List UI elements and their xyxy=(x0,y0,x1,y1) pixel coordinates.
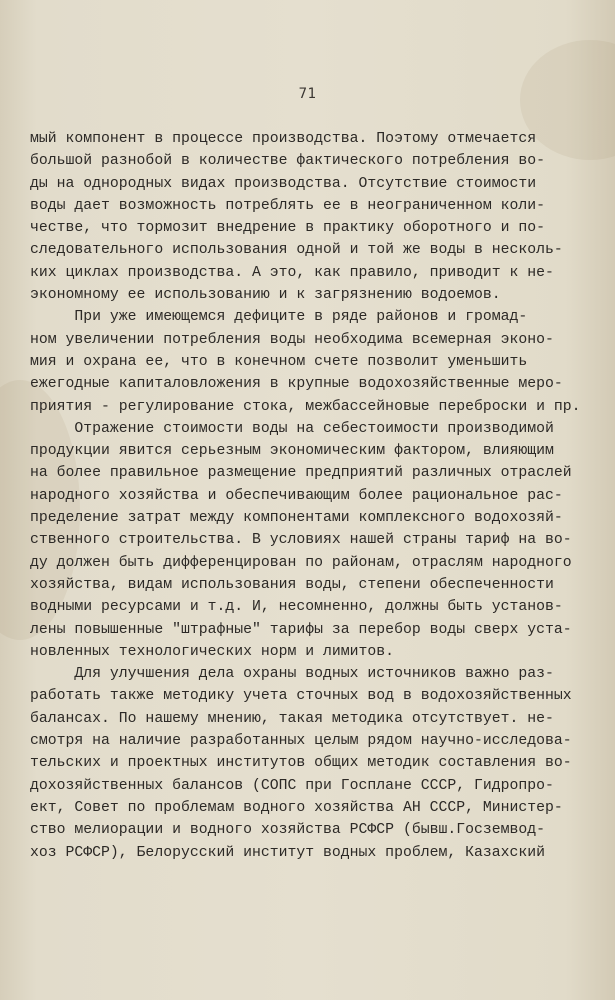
text-line: ду должен быть дифференцирован по районам, отраслям народного xyxy=(30,554,572,571)
text-line: балансах. По нашему мнению, такая методика отсутствует. не- xyxy=(30,710,554,727)
text-line: лены повышенные "штрафные" тарифы за перебор воды сверх уста- xyxy=(30,621,572,638)
text-line: водными ресурсами и т.д. И, несомненно, должны быть установ- xyxy=(30,599,563,616)
text-line: народного хозяйства и обеспечивающим более рациональное рас- xyxy=(30,487,563,504)
text-line: ды на однородных видах производства. Отсутствие стоимости xyxy=(30,175,537,192)
text-line: работать также методику учета сточных вод в водохозяйственных xyxy=(30,688,572,705)
text-line: ких циклах производства. А это, как правило, приводит к не- xyxy=(30,264,554,281)
text-line: ежегодные капиталовложения в крупные водохозяйственные меро- xyxy=(30,376,563,393)
text-line: Отражение стоимости воды на себестоимости производимой xyxy=(30,420,554,437)
text-line: на более правильное размещение предприятий различных отраслей xyxy=(30,465,572,482)
text-line: ект, Совет по проблемам водного хозяйства АН СССР, Министер- xyxy=(30,799,563,816)
text-line: пределение затрат между компонентами комплексного водохозяй- xyxy=(30,510,563,527)
text-line: хозяйства, видам использования воды, степени обеспеченности xyxy=(30,576,554,593)
text-line: ном увеличении потребления воды необходима всемерная эконо- xyxy=(30,331,554,348)
text-line: мия и охрана ее, что в конечном счете позволит уменьшить xyxy=(30,353,528,370)
text-line: большой разнобой в количестве фактического потребления во- xyxy=(30,153,546,170)
text-line: При уже имеющемся дефиците в ряде районов и громад- xyxy=(30,309,528,326)
text-line: воды дает возможность потреблять ее в неограниченном коли- xyxy=(30,197,546,214)
text-line: хоз РСФСР), Белорусский институт водных проблем, Казахский xyxy=(30,844,546,861)
text-line: приятия - регулирование стока, межбассейновые переброски и пр. xyxy=(30,398,581,415)
text-line: следовательного использования одной и той же воды в несколь- xyxy=(30,242,563,259)
text-line: ство мелиорации и водного хозяйства РСФСР (бывш.Госземвод- xyxy=(30,822,546,839)
text-line: экономному ее использованию и к загрязнению водоемов. xyxy=(30,287,501,304)
text-line: смотря на наличие разработанных целым рядом научно-исследова- xyxy=(30,733,572,750)
text-line: новленных технологических норм и лимитов. xyxy=(30,643,395,660)
text-line: дохозяйственных балансов (СОПС при Госплане СССР, Гидропро- xyxy=(30,777,554,794)
text-line: мый компонент в процессе производства. Поэтому отмечается xyxy=(30,131,537,147)
text-line: честве, что тормозит внедрение в практику оборотного и по- xyxy=(30,220,546,237)
page-number: 71 xyxy=(298,86,317,102)
text-line: тельских и проектных институтов общих методик составления во- xyxy=(30,755,572,772)
text-line: Для улучшения дела охраны водных источников важно раз- xyxy=(30,666,554,683)
text-line: ственного строительства. В условиях нашей страны тариф на во- xyxy=(30,532,572,549)
body-text xyxy=(30,128,581,864)
text-line: продукции явится серьезным экономическим фактором, влияющим xyxy=(30,443,554,460)
